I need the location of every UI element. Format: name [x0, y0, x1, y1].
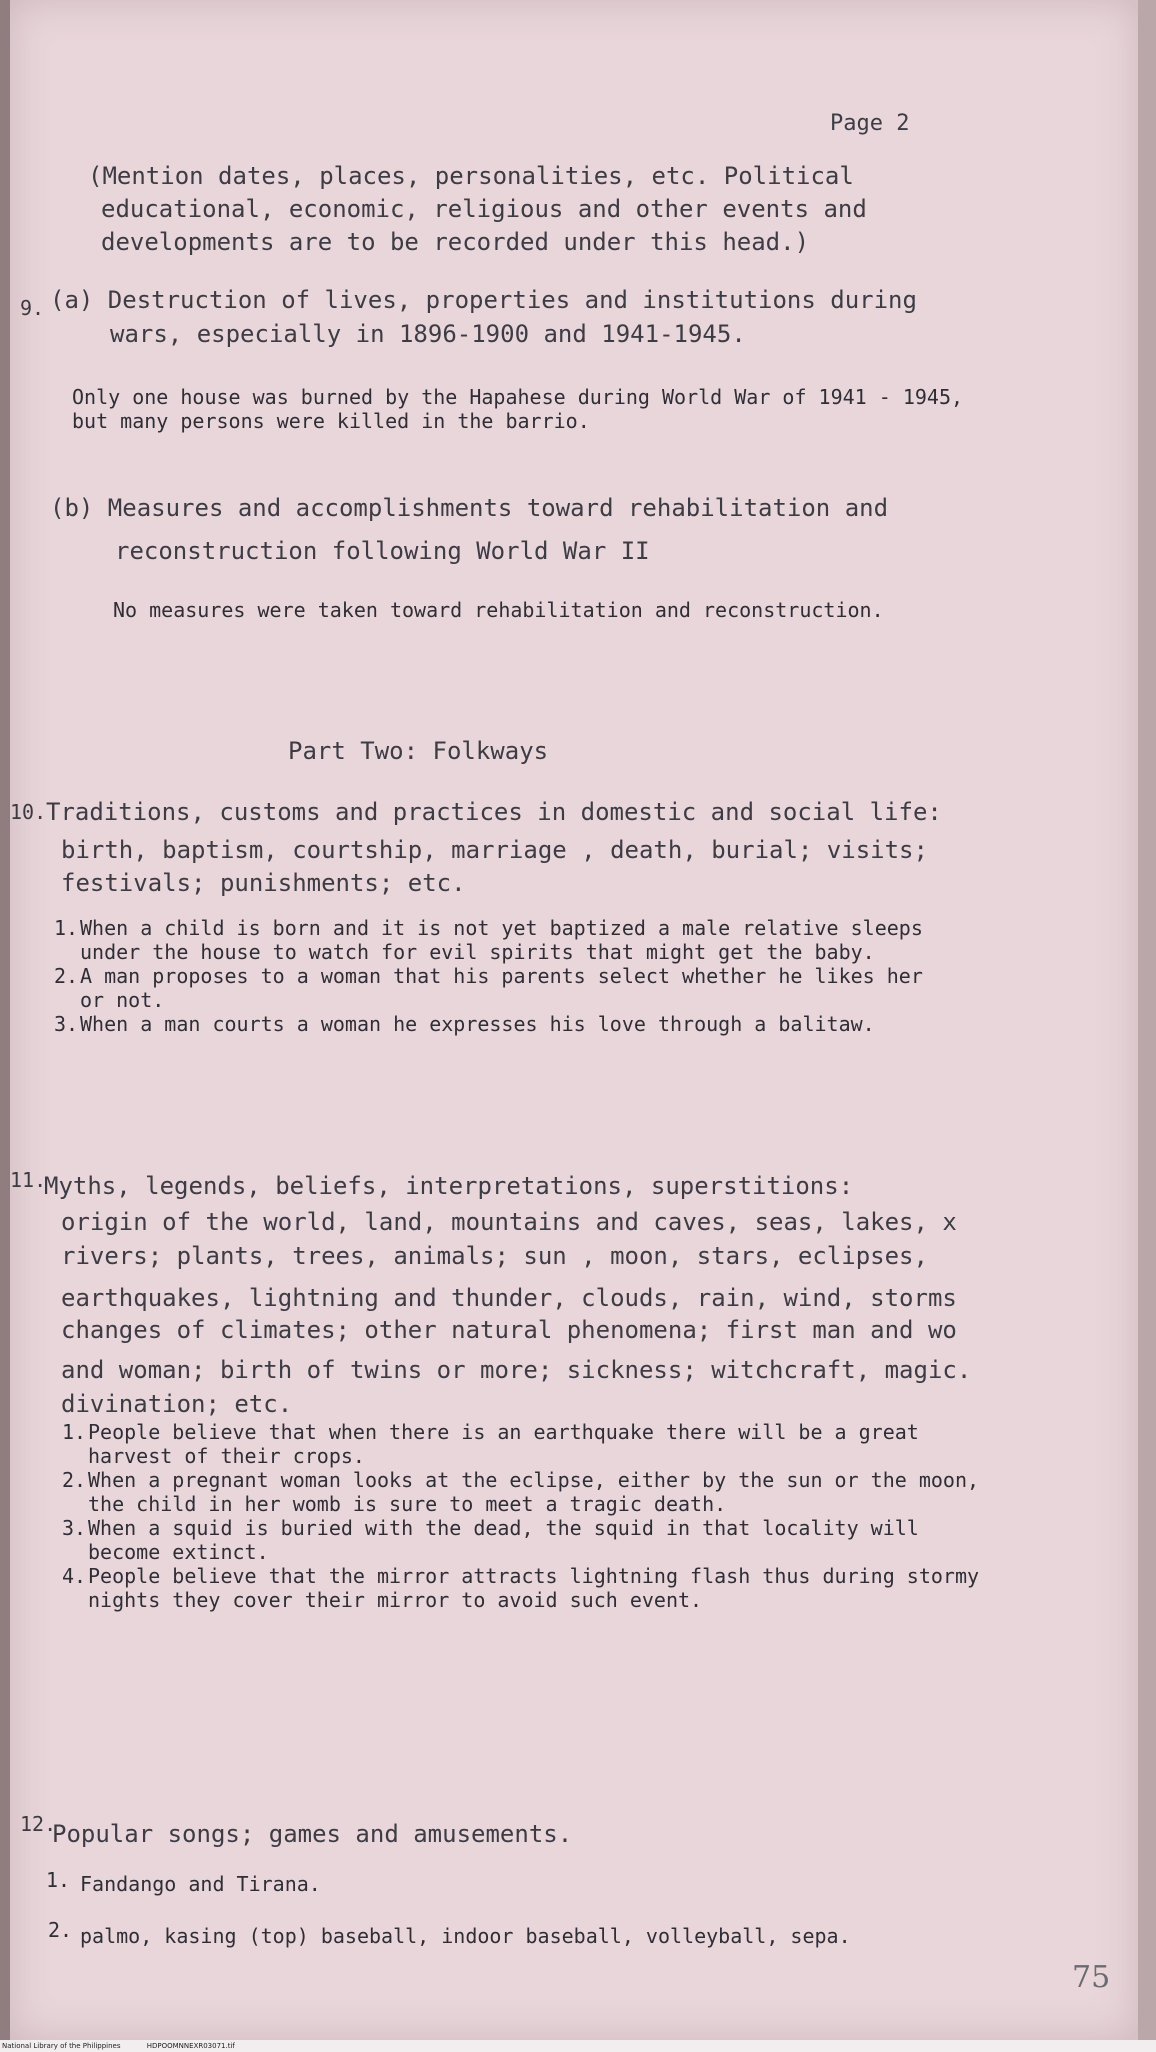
footer-filename: HDPOOMNNEXR03071.tif: [146, 2042, 235, 2050]
list-item: [54, 964, 923, 1012]
item-10-number: 10.: [10, 800, 47, 824]
list-item: [54, 916, 923, 964]
item-11-heading-line-7: divination; etc.: [61, 1390, 293, 1418]
item-11-heading-line-5: changes of climates; other natural phenomena; first man and wo: [61, 1316, 957, 1344]
part-two-title: Part Two: Folkways: [288, 737, 549, 765]
item-12-answer-2-number: 2.: [48, 1918, 73, 1942]
item-9-number: 9.: [20, 296, 45, 320]
list-number: 1.: [62, 1420, 87, 1444]
item-9a-answer-line-2: but many persons were killed in the barrio.: [72, 409, 590, 433]
list-line: When a child is born and it is not yet baptized a male relative sleeps: [80, 916, 923, 940]
item-12-number: 12.: [20, 1812, 57, 1836]
instruction-line-2: educational, economic, religious and other events and: [101, 195, 867, 223]
item-12-answer-1: Fandango and Tirana.: [80, 1872, 321, 1896]
list-number: 3.: [54, 1012, 79, 1036]
instruction-line-3: developments are to be recorded under this head.): [101, 228, 810, 256]
list-line: become extinct.: [88, 1540, 269, 1564]
list-line: A man proposes to a woman that his parents select whether he likes her: [80, 964, 923, 988]
item-11-number: 11.: [10, 1168, 47, 1192]
item-9a-heading-line-1: (a) Destruction of lives, properties and institutions during: [50, 286, 917, 314]
item-12-answer-1-number: 1.: [46, 1868, 71, 1892]
list-line: under the house to watch for evil spirits that might get the baby.: [80, 940, 875, 964]
list-line: When a squid is buried with the dead, the squid in that locality will: [88, 1516, 919, 1540]
page-label: Page 2: [830, 111, 910, 136]
footer-library: National Library of the Philippines: [2, 2042, 121, 2050]
item-9a-answer-line-1: Only one house was burned by the Hapahese during World War of 1941 - 1945,: [72, 385, 964, 409]
list-line: nights they cover their mirror to avoid such event.: [88, 1588, 703, 1612]
item-10-heading-line-3: festivals; punishments; etc.: [61, 869, 466, 897]
item-12-answer-2: palmo, kasing (top) baseball, indoor baseball, volleyball, sepa.: [80, 1924, 851, 1948]
list-number: 3.: [62, 1516, 87, 1540]
list-line: When a pregnant woman looks at the eclipse, either by the sun or the moon,: [88, 1468, 980, 1492]
book-binding: [0, 0, 10, 2040]
list-item: [62, 1468, 980, 1516]
list-line: When a man courts a woman he expresses his love through a balitaw.: [80, 1012, 875, 1036]
handwritten-page-number: 75: [1072, 1960, 1111, 1995]
item-10-heading-line-1: Traditions, customs and practices in domestic and social life:: [46, 798, 942, 826]
list-line: People believe that when there is an earthquake there will be a great: [88, 1420, 919, 1444]
item-9b-answer: No measures were taken toward rehabilitation and reconstruction.: [113, 598, 884, 622]
list-number: 1.: [54, 916, 79, 940]
item-9b-heading-line-2: reconstruction following World War II: [115, 537, 650, 565]
item-9b-heading-line-1: (b) Measures and accomplishments toward rehabilitation and: [50, 494, 889, 522]
instruction-line-1: (Mention dates, places, personalities, etc. Political: [88, 162, 854, 190]
list-item: [54, 1012, 923, 1036]
list-line: harvest of their crops.: [88, 1444, 365, 1468]
list-item: [62, 1420, 979, 1468]
list-line: the child in her womb is sure to meet a tragic death.: [88, 1492, 727, 1516]
list-line: or not.: [80, 988, 165, 1012]
list-line: People believe that the mirror attracts lightning flash thus during stormy: [88, 1564, 980, 1588]
item-10-heading-line-2: birth, baptism, courtship, marriage , death, burial; visits;: [61, 836, 928, 864]
list-number: 2.: [54, 964, 79, 988]
list-item: [62, 1564, 980, 1612]
item-10-answers: [54, 916, 923, 1036]
list-item: [62, 1516, 979, 1564]
item-11-heading-line-4: earthquakes, lightning and thunder, clouds, rain, wind, storms: [61, 1284, 957, 1312]
list-number: 4.: [62, 1564, 87, 1588]
document-page: [10, 0, 1138, 2040]
item-11-heading-line-1: Myths, legends, beliefs, interpretations, superstitions:: [44, 1172, 854, 1200]
item-11-heading-line-3: rivers; plants, trees, animals; sun , moon, stars, eclipses,: [61, 1242, 928, 1270]
item-9a-heading-line-2: wars, especially in 1896-1900 and 1941-1945.: [110, 320, 746, 348]
item-11-answers: [62, 1420, 980, 1612]
item-11-heading-line-6: and woman; birth of twins or more; sickness; witchcraft, magic.: [61, 1356, 972, 1384]
list-number: 2.: [62, 1468, 87, 1492]
item-11-heading-line-2: origin of the world, land, mountains and caves, seas, lakes, x: [61, 1208, 957, 1236]
scan-footer: [0, 2040, 1156, 2052]
item-12-heading: Popular songs; games and amusements.: [52, 1820, 573, 1848]
